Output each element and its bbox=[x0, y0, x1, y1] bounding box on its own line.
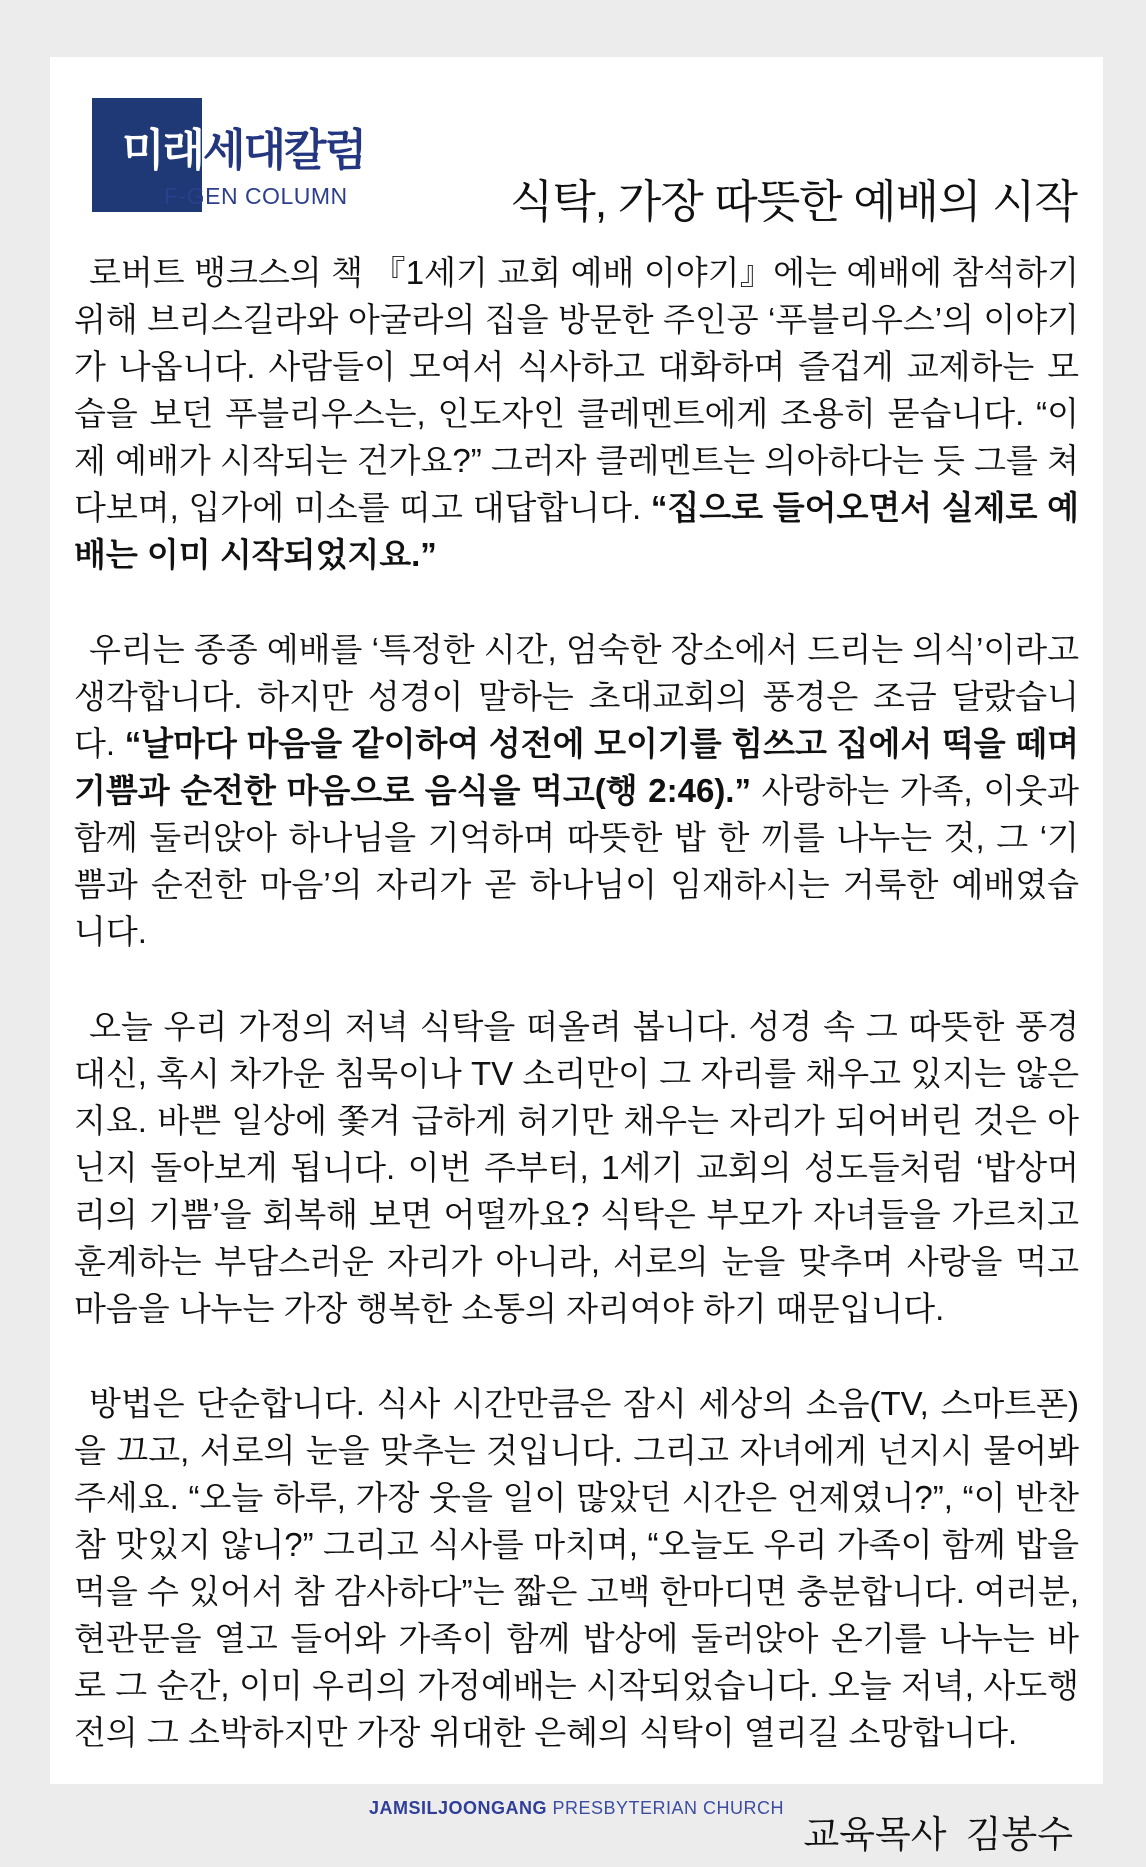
text-run: 로버트 뱅크스의 책 『1세기 교회 예배 이야기』에는 예배에 참석하기 위해 브리스길라와 아굴라의 집을 방문한 주인공 ‘푸블리우스’의 이야기가 나옵니다. 사람들이 모여서 식사하고 대화하며 즐겁게 교제하는 모습을 보던 푸블리우스는, 인도자인 클레멘트에게 조용히 묻습니다. “이제 예배가 시작되는 건가요?” 그러자 클레멘트는 의아하다는 듯 그를 쳐다보며, 입가에 미소를 띠고 대답합니다. bbox=[74, 254, 1079, 526]
logo-korean-white: 미래 bbox=[122, 126, 204, 175]
column-title: 식탁, 가장 따뜻한 예배의 시작 bbox=[509, 176, 1077, 228]
text-run: 방법은 단순합니다. 식사 시간만큼은 잠시 세상의 소음(TV, 스마트폰)을 끄고, 서로의 눈을 맞추는 것입니다. 그리고 자녀에게 넌지시 물어봐 주세요. “오늘 하루, 가장 웃을 일이 많았던 시간은 언제였니?”, “이 반찬 참 맛있지 않니?” 그리고 식사를 마치며, “오늘도 우리 가족이 함께 밥을 먹을 수 있어서 참 감사하다”는 짧은 고백 한마디면 충분합니다. 여러분, 현관문을 열고 들어와 가족이 함께 밥상에 둘러앉아 온기를 나누는 바로 그 순간, 이미 우리의 가정예배는 시작되었습니다. 오늘 저녁, 사도행전의 그 소박하지만 가장 위대한 은혜의 식탁이 열리길 소망합니다. bbox=[74, 1385, 1079, 1751]
author-signature: 교육목사 김봉수 bbox=[803, 1815, 1073, 1856]
column-body bbox=[74, 249, 1079, 1756]
logo-korean-text bbox=[122, 126, 366, 175]
paragraph bbox=[74, 1003, 1079, 1332]
footer-church-name-bold: JAMSILJOONGANG bbox=[368, 1798, 547, 1818]
text-run: 오늘 우리 가정의 저녁 식탁을 떠올려 봅니다. 성경 속 그 따뜻한 풍경 대신, 혹시 차가운 침묵이나 TV 소리만이 그 자리를 채우고 있지는 않은지요. 바쁜 일상에 쫓겨 급하게 허기만 채우는 자리가 되어버린 것은 아닌지 돌아보게 됩니다. 이번 주부터, 1세기 교회의 성도들처럼 ‘밥상머리의 기쁨’을 회복해 보면 어떨까요? 식탁은 부모가 자녀들을 가르치고 훈계하는 부담스러운 자리가 아니라, 서로의 눈을 맞추며 사랑을 먹고 마음을 나누는 가장 행복한 소통의 자리여야 하기 때문입니다. bbox=[74, 1008, 1079, 1327]
paragraph bbox=[74, 249, 1079, 578]
text-run-bold: “날마다 마음을 같이하여 성전에 모이기를 힘쓰고 집에서 떡을 떼며 기쁨과 순전한 마음으로 음식을 먹고(행 2:46).” bbox=[74, 725, 1079, 809]
paragraph bbox=[74, 626, 1079, 955]
text-run-bold: “집으로 들어오면서 실제로 예배는 이미 시작되었지요.” bbox=[74, 489, 1079, 573]
logo-korean-navy: 세대칼럼 bbox=[203, 126, 366, 175]
church-footer bbox=[50, 1798, 1103, 1819]
text-run: 사랑하는 가족, 이웃과 함께 둘러앉아 하나님을 기억하며 따뜻한 밥 한 끼를 나누는 것, 그 ‘기쁨과 순전한 마음’의 자리가 곧 하나님이 임재하시는 거룩한 예배였습니다. bbox=[74, 772, 1079, 950]
column-header bbox=[74, 97, 1079, 249]
text-run: 우리는 종종 예배를 ‘특정한 시간, 엄숙한 장소에서 드리는 의식’이라고 생각합니다. 하지만 성경이 말하는 초대교회의 풍경은 조금 달랐습니다. bbox=[74, 631, 1079, 762]
logo-english-text: F-GEN COLUMN bbox=[164, 183, 348, 209]
f-gen-column-logo bbox=[92, 97, 412, 217]
footer-church-name-rest: PRESBYTERIAN CHURCH bbox=[547, 1798, 785, 1818]
paragraph bbox=[74, 1380, 1079, 1756]
